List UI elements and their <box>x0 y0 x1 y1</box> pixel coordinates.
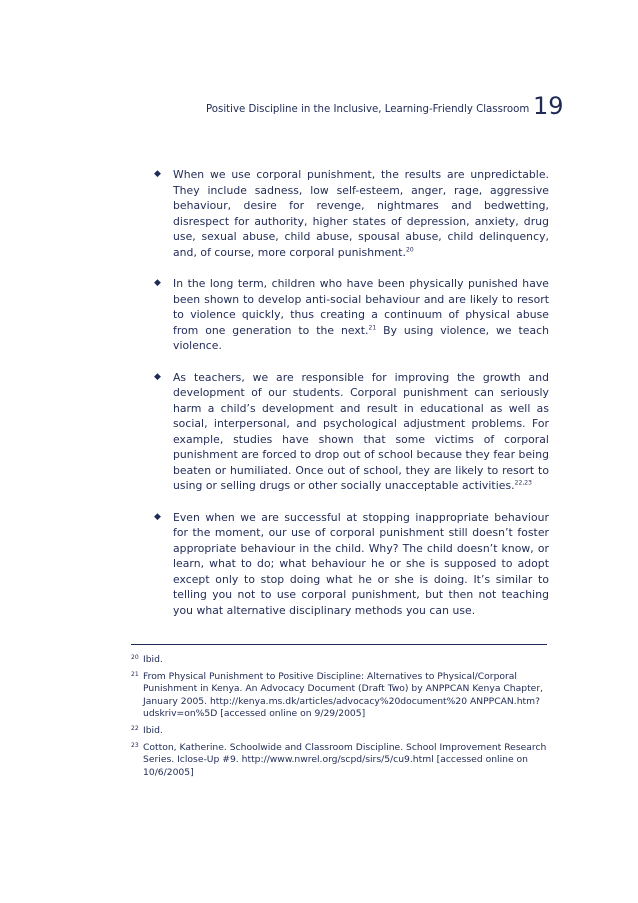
diamond-bullet-icon: ◆ <box>154 278 161 288</box>
diamond-bullet-icon: ◆ <box>154 511 161 522</box>
footnote-reference: 20 <box>406 245 414 253</box>
page-header <box>0 90 638 120</box>
footnote-number: 20 <box>131 654 139 661</box>
footnote-text: Cotton, Katherine. Schoolwide and Classroom Discipline. School Improvement Research Series. Iclose-Up #9. http://www.nwrel.org/scpd/sirs/5/cu9.html [accessed online on 10/6/2005] <box>143 742 547 778</box>
diamond-bullet-icon: ◆ <box>154 371 161 382</box>
footnote-number: 22 <box>131 725 139 733</box>
bullet-item <box>154 510 549 619</box>
bullet-text: As teachers, we are responsible for improving the growth and development of our students. Corporal punishment can seriously harm a child’s development and result in educational as well as social, interpersonal, and psychological adjustment problems. For example, studies have shown that some victims of corporal punishment are forced to drop out of school because they fear being beaten or humiliated. Once out of school, they are likely to resort to using or selling drugs or other socially unacceptable activities. <box>173 370 549 492</box>
bullet-tail-text: By using violence, we teach violence. <box>173 323 549 352</box>
footnote-number: 23 <box>131 742 139 750</box>
footnote-item <box>131 654 551 666</box>
bullet-item <box>154 276 549 354</box>
footnote-number: 21 <box>131 671 139 679</box>
footnote-divider <box>131 644 547 645</box>
page-number: 19 <box>533 92 564 120</box>
footnote-text: From Physical Punishment to Positive Discipline: Alternatives to Physical/Corporal Punishment in Kenya. An Advocacy Document (Draft Two) by ANPPCAN Kenya Chapter, January 2005. http://kenya.ms.dk/articles/advocacy%20document%20 ANPPCAN.htm?udskriv=on%5D [accessed online on 9/29/2005] <box>143 671 544 719</box>
footnote-text: Ibid. <box>143 725 163 737</box>
footnote-text: Ibid. <box>143 654 163 665</box>
bullet-text: Even when we are successful at stopping inappropriate behaviour for the moment, our use of corporal punishment still doesn’t foster appropriate behaviour in the child. Why? The child doesn’t know, or learn, what to do; what behaviour he or she is supposed to adopt except only to stop doing what he or she is doing. It’s similar to telling you not to use corporal punishment, but then not teaching you what alternative disciplinary methods you can use. <box>173 510 549 617</box>
diamond-bullet-icon: ◆ <box>154 169 161 179</box>
footnote-reference: 21 <box>368 323 377 331</box>
footnote-item <box>131 725 551 737</box>
bullet-item <box>154 370 549 494</box>
footnote-item <box>131 671 551 720</box>
bullet-text: In the long term, children who have been physically punished have been shown to develop anti-social behaviour and are likely to resort to violence quickly, thus creating a continuum of physical abuse from one generation to the next. <box>173 277 549 337</box>
bullet-item <box>154 167 549 260</box>
footnote-item <box>131 742 551 779</box>
footnote-list <box>131 654 551 784</box>
bullet-text: When we use corporal punishment, the results are unpredictable. They include sadness, low self-esteem, anger, rage, aggressive behaviour, desire for revenge, nightmares and bedwetting, disrespect for authority, higher states of depression, anxiety, drug use, sexual abuse, child abuse, spousal abuse, child delinquency, and, of course, more corporal punishment. <box>173 168 549 259</box>
footnote-reference: 22,23 <box>514 479 533 487</box>
bullet-list <box>154 167 549 634</box>
running-header-title: Positive Discipline in the Inclusive, Learning-Friendly Classroom <box>206 104 530 115</box>
